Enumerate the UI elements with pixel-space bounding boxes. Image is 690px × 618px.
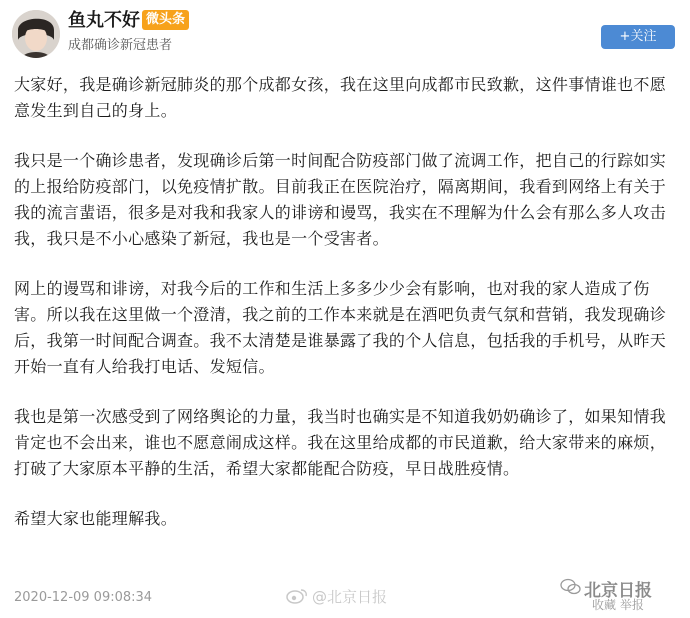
weibo-watermark [286, 586, 387, 608]
post-paragraph: 希望大家也能理解我。 [14, 509, 178, 528]
post-body [14, 72, 680, 556]
newspaper-watermark: 北京日报 [584, 581, 652, 601]
follow-button[interactable]: +关注 [601, 25, 675, 49]
username[interactable]: 鱼丸不好 [68, 10, 140, 31]
post-paragraph: 我只是一个确诊患者，发现确诊后第一时间配合防疫部门做了流调工作，把自己的行踪如实的上报给防疫部门，以免疫情扩散。目前我正在医院治疗，隔离期间，我看到网络上有关于我的流言蜚语，很多是对我和我家人的诽谤和谩骂，我实在不理解为什么会有那么多人攻击我，我只是不小心感染了新冠，我也是一个受害者。 [14, 151, 667, 248]
post-actions[interactable]: 收藏 举报 [592, 598, 644, 612]
post-paragraph: 网上的谩骂和诽谤，对我今后的工作和生活上多多少少会有影响，也对我的家人造成了伤害。所以我在这里做一个澄清，我之前的工作本来就是在酒吧负责气氛和营销，我发现确诊后，我第一时间配合调查。我不太清楚是谁暴露了我的个人信息，包括我的手机号，从昨天开始一直有人给我打电话、发短信。 [14, 279, 667, 376]
user-description: 成都确诊新冠患者 [68, 38, 173, 53]
post-footer [0, 582, 690, 618]
post-paragraph: 我也是第一次感受到了网络舆论的力量，我当时也确实是不知道我奶奶确诊了，如果知情我肯定也不会出来，谁也不愿意闹成这样。我在这里给成都的市民道歉，给大家带来的麻烦，打破了大家原本平静的生活，希望大家都能配合防疫，早日战胜疫情。 [14, 407, 667, 478]
avatar[interactable] [12, 10, 60, 58]
post-paragraph: 大家好，我是确诊新冠肺炎的那个成都女孩，我在这里向成都市民致歉，这件事情谁也不愿意发生到自己的身上。 [14, 75, 667, 120]
wechat-icon [560, 578, 582, 600]
post-header [0, 0, 690, 70]
micro-headline-badge: 微头条 [142, 10, 189, 30]
weibo-watermark-text: @北京日报 [312, 588, 388, 606]
weibo-logo-icon [286, 588, 308, 608]
post-timestamp: 2020-12-09 09:08:34 [14, 590, 153, 605]
